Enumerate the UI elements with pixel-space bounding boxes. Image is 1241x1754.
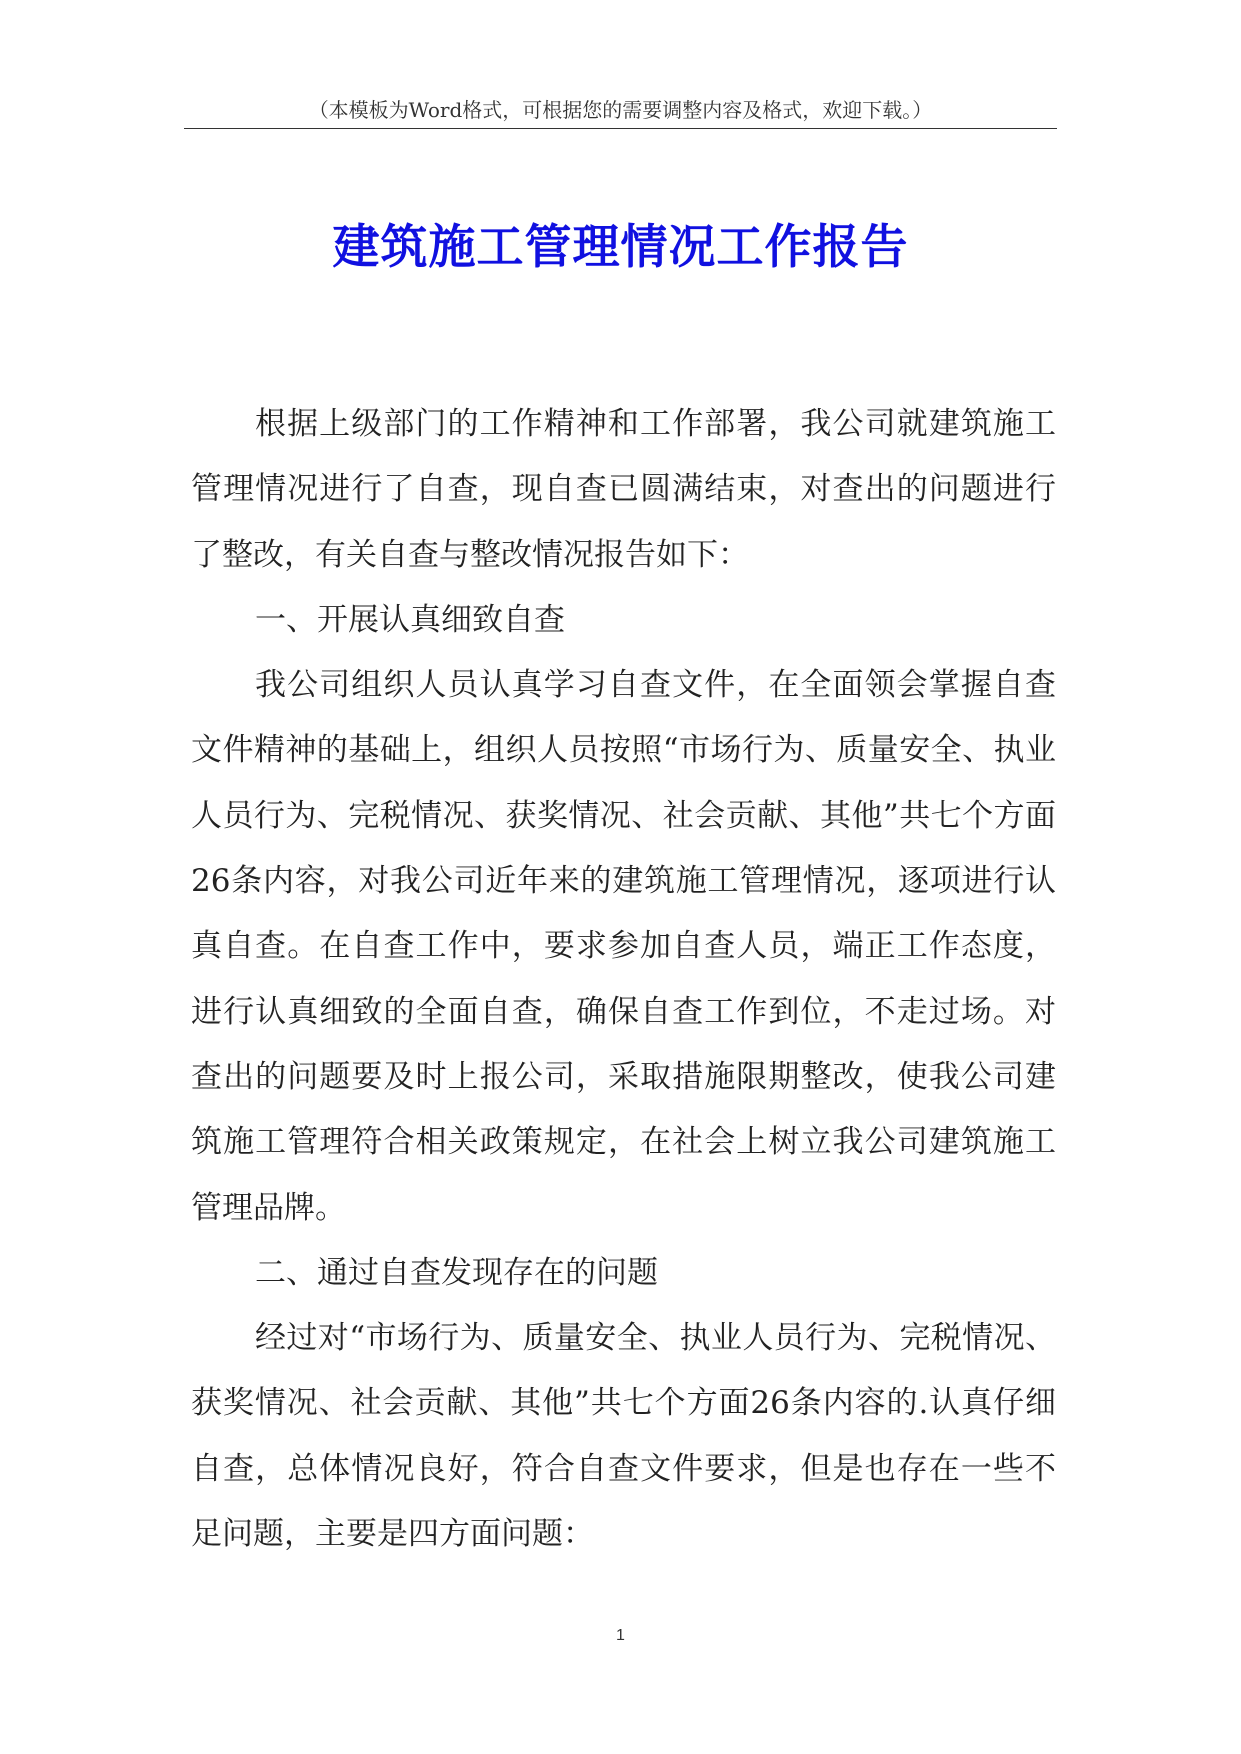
document-title: 建筑施工管理情况工作报告 bbox=[332, 220, 909, 275]
page-number: 1 bbox=[616, 1627, 625, 1644]
intro-paragraph: 根据上级部门的工作精神和工作部署，我公司就建筑施工管理情况进行了自查，现自查已圆满结束，对查出的问题进行了整改，有关自查与整改情况报告如下： bbox=[191, 406, 1056, 573]
section-heading-2: 二、通过自查发现存在的问题 bbox=[255, 1254, 658, 1291]
header-divider bbox=[184, 128, 1057, 129]
section-1-paragraph: 我公司组织人员认真学习自查文件，在全面领会掌握自查文件精神的基础上，组织人员按照“市场行为、质量安全、执业人员行为、完税情况、获奖情况、社会贡献、其他”共七个方面26条内容，对我公司近年来的建筑施工管理情况，逐项进行认真自查。在自查工作中，要求参加自查人员，端正工作态度，进行认真细致的全面自查，确保自查工作到位，不走过场。对查出的问题要及时上报公司，采取措施限期整改，使我公司建筑施工管理符合相关政策规定，在社会上树立我公司建筑施工管理品牌。 bbox=[191, 667, 1056, 1226]
section-heading-1: 一、开展认真细致自查 bbox=[255, 601, 565, 638]
document-body bbox=[191, 392, 1056, 1567]
header-note: （本模板为Word格式，可根据您的需要调整内容及格式，欢迎下载。） bbox=[308, 98, 933, 122]
section-2-paragraph: 经过对“市场行为、质量安全、执业人员行为、完税情况、获奖情况、社会贡献、其他”共七个方面26条内容的.认真仔细自查，总体情况良好，符合自查文件要求，但是也存在一些不足问题，主要是四方面问题： bbox=[191, 1320, 1056, 1553]
